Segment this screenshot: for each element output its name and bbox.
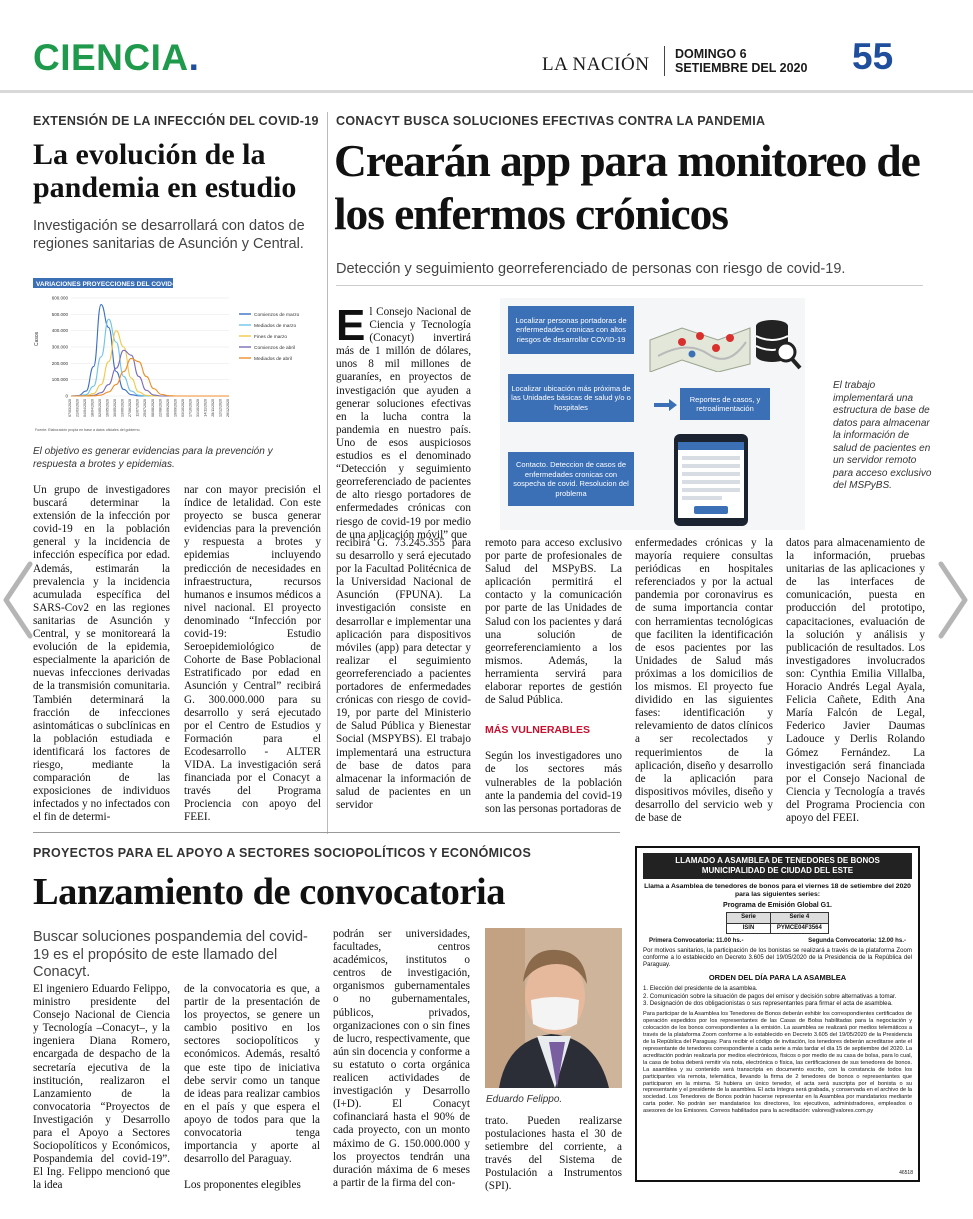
left-kicker: EXTENSIÓN DE LA INFECCIÓN DEL COVID-19	[33, 114, 319, 128]
chart-ytick-label: 500.000	[51, 311, 68, 317]
chart-xtick-label: 19/09/2020	[173, 399, 178, 417]
bottom-headline: Lanzamiento de convocatoria	[33, 871, 505, 913]
chart-title: VARIACIONES PROYECCIONES DEL COVID-19	[36, 281, 182, 288]
main-col-3: enfermedades crónicas y la mayoría requiere consultas periódicas en hospitales referenciados y por la actual pandemia por coronavirus es de suma importancia contar con herramientas tecnológicas que faciliten la identificación de esos pacientes por las Unidades de Salud más próximas a los domicilios de los mismos. El proyecto fue dividido en las siguientes fases: identificación y relevamiento de datos clínicos a ser recolectados y requerimientos de la aplicación, diseño y desarrollo de la aplicación para dispositivos móviles, diseño y desarrollo del servicio web y de base de	[635, 537, 773, 824]
main-kicker: CONACYT BUSCA SOLUCIONES EFECTIVAS CONTRA LA PANDEMIA	[336, 114, 766, 128]
chart-source: Fuente: Elaboración propia en base a datos oficiales del gobierno.	[35, 428, 141, 432]
left-col-2: nar con mayor precisión el índice de letalidad. Con este proyecto se busca generar evidencias para la prevención y respuesta a brotes y epidemias incluyendo predicción de necesidades en infraestructura, recursos humanos e insumos médicos a nivel nacional. El proyecto denominado “Infección por covid-19: Estudio Seroepidemiológico de Cohorte de Base Poblacional Estratificado por edad en Asunción y Central” recibirá G. 300.000.000 para su desarrollo y será ejecutado por el Centro de Estudios y Formación para el Ecodesarrollo - ALTER VIDA. La investigación será financiada por el Conacyt a través del Programa Prociencia con apoyo del FEEI.	[184, 484, 321, 824]
chart-xtick-label: 08/08/2020	[150, 399, 155, 417]
notice-item-1: 1. Elección del presidente de la asamblea.	[643, 985, 758, 993]
main-deck: Detección y seguimiento georreferenciado de personas con riesgo de covid-19.	[336, 261, 846, 277]
arrow-right-icon	[654, 398, 678, 412]
chart-legend-label: Mediados de marzo	[254, 323, 297, 329]
notice-calls: Primera Convocatoria: 11.00 hs.- Segunda Convocatoria: 12.00 hs.-	[649, 937, 906, 945]
chart-legend-label: Comienzos de marzo	[254, 312, 300, 318]
left-deck: Investigación se desarrollará con datos de regiones sanitarias de Asunción y Central.	[33, 218, 305, 252]
main-col-2: remoto para acceso exclusivo por parte de profesionales de Salud del MSPyBS. La aplicación permitirá el contacto y la comunicación por parte de las Unidades de Salud con los pacientes y dará una solución de georreferenciamiento a los mismos. Además, la herramienta servirá para elaborar reportes de gestión de Salud Pública. MÁS VULNERABLES Según los investigadores uno de los sectores más vulnerables de la población ante la pandemia del covid-19 son las personas portadoras de	[485, 537, 622, 815]
bottom-col-2: de la convocatoria es que, a partir de la presentación de los proyectos, se genere un cambio positivo en los sectores sociopolíticos y económicos. Además, resaltó que este tipo de iniciativa debe servir como un tanque de ideas para realizar cambios en el país y que espera el apoyo de todos para que la convocatoria tenga importancia y aporte al desarrollo del Paraguay. Los proponentes elegibles	[184, 983, 320, 1192]
chart-xtick-label: 03/10/2020	[180, 399, 185, 417]
phone-app-icon	[672, 432, 750, 528]
chart-svg	[33, 278, 323, 438]
chart-xtick-label: 07/03/2020	[68, 399, 72, 417]
chart-xtick-label: 26/12/2020	[226, 399, 230, 417]
section-rule	[33, 832, 620, 833]
notice-para2: Para participar de la Asamblea los Tenedores de Bonos deberán exhibir los correspondientes certificados de operación expedidos por los representantes de las Casas de Bolsa habilitadas para la negociación y colocación de los bonos correspondientes a la emisión. La asamblea se realizará por medios telemáticos a través de la plataforma Zoom conforme a lo establecido en Decreto 3.605 del 19/05/2020 de la Presidencia de la República del Paraguay. Para recibir el código de invitación, los tenedores deberán acreditarse ante el representante de tenedores correspondiente a cada serie a más tardar el día 15 de septiembre del 2020. La acreditación podrán realizarla por medios electrónicos, físicos o por medio de su casa de bolsa, para lo cual, la casa de bolsa deberá remitir vía nota, electrónica o física, las certificaciones de sus tenedores de bonos. La asamblea y su contenido será transcripta en documento escrito, con la constancia de todos los participantes vía remota, telemática, llevando la firma de 2 tenedores de bonos o representantes que participaron en la misma. Si hubiera un único tenedor, el acta será suscripta por el bonista o su representante y el presidente de la asamblea. El acta íntegra será grabada, y conservada en el archivo de la sociedad. Los Tenedores de Bonos podrán hacerse representar en la Asamblea por mandatarios mediante carta poder. No podrán ser mandatarios los directores, los ejecutivos, administradores, empleados o asesores de los Emisores. Correos habilitados para la acreditación: valores@valores.com.py	[643, 1011, 912, 1115]
chart-ytick-label: 400.000	[51, 328, 68, 334]
flow-box-reports: Reportes de casos, y retroalimentación	[680, 388, 770, 420]
bottom-kicker: PROYECTOS PARA EL APOYO A SECTORES SOCIOPOLÍTICOS Y ECONÓMICOS	[33, 846, 532, 860]
notice-code: 46518	[899, 1169, 913, 1176]
bottom-col-3: podrán ser universidades, facultades, centros académicos, institutos o centros de investigación, organismos gubernamentales o no gubernamentales, públicos, privados, organizaciones con o sin fines de lucro, respectivamente, que aún sin docencia y conforme a su estatuto o corta orgánica realicen actividades de investigación y Desarrollo (I+D). El Conacyt cofinanciará hasta el 90% de cada proyecto, con un monto máximo de G. 150.000.000 y los proyectos tendrán una duración máxima de 6 meses a partir de la firma del con-	[333, 928, 470, 1189]
left-col-1: Un grupo de investigadores buscará determinar la extensión de la infección por covid-19 en la población general y la incidencia de infección específica por edad. Además, estimarán la prevalencia y la incidencia acumulada específica del SARS-Cov2 en las regiones sanitarias de Asunción y Central, y se monitoreará la evolución de la epidemia, especialmente la aparición de nuevas infecciones derivadas de la transmisión comunitaria. También determinará la fracción de infecciones asintomáticas o subclínicas en la población estudiada e identificará los factores de riesgo, mediante la comparación de las exposiciones de individuos infectados y no infectados con el fin de determi-	[33, 484, 170, 824]
covid-projection-chart	[33, 278, 323, 438]
main-col-1-bottom: recibirá G. 73.245.355 para su desarrollo y será ejecutado por la Facultad Politécnica de la Universidad Nacional de Asunción (FPUNA). La investigación consiste en desarrollar e implementar una aplicación para dispositivos móviles (app) para detectar y realizar el seguimiento georreferenciado a pacientes portadores de enfermedades crónicas con riesgo de covid-19, por parte del Ministerio de Salud Pública y Bienestar Social (MSPYBS). El trabajo implementará una estructura de base de datos para almacenar la información de salud de pacientes en un servidor	[336, 537, 471, 811]
database-search-icon	[754, 318, 802, 370]
photo-eduardo-felippo	[485, 928, 622, 1088]
chevron-left-icon[interactable]	[0, 560, 34, 640]
bottom-col-4: trato. Pueden realizarse postulaciones hasta el 30 de setiembre del corriente, a través del Sistema de Postulación a Instrumentos (SPI).	[485, 1115, 622, 1193]
chart-xtick-label: 13/06/2020	[120, 399, 125, 417]
notice-para1: Por motivos sanitarios, la participación de los bonistas se realizará a través de la plataforma Zoom conforme a lo establecido en Decreto 3.605 del 19/05/2020 de la Presidencia de la República del Paraguay.	[643, 946, 912, 969]
main-deck-rule	[336, 285, 923, 286]
chart-ylabel: Casos	[34, 331, 40, 346]
notice-order-title: ORDEN DEL DÍA PARA LA ASAMBLEA	[708, 972, 847, 982]
chart-xtick-label: 16/05/2020	[105, 399, 110, 417]
chart-xtick-label: 17/10/2020	[188, 399, 193, 417]
chart-ytick-label: 100.000	[51, 377, 68, 383]
bond-assembly-notice	[635, 846, 920, 1182]
chart-xtick-label: 02/05/2020	[98, 399, 103, 417]
notice-title: LLAMADO A ASAMBLEA DE TENEDORES DE BONOS MUNICIPALIDAD DE CIUDAD DEL ESTE	[643, 853, 912, 879]
chart-ytick-label: 0	[65, 393, 68, 399]
main-headline: Crearán app para monitoreo de los enfermos crónicos	[334, 135, 920, 239]
header-rule	[0, 90, 973, 93]
flow-box-locate-patients: Localizar personas portadoras de enfermedades cronicas con altos riesgos de desarrollar COVID-19	[508, 306, 634, 354]
chart-xtick-label: 05/09/2020	[165, 399, 170, 417]
chart-caption: El objetivo es generar evidencias para la prevención y respuesta a brotes y epidemias.	[33, 446, 273, 470]
header-divider	[664, 46, 665, 76]
chart-lines	[71, 305, 229, 396]
chart-ytick-label: 600.000	[51, 295, 68, 301]
chart-series-line	[71, 350, 229, 396]
newspaper-name: LA NACIÓN	[542, 54, 650, 75]
chart-yticks	[52, 296, 229, 399]
chart-ytick-label: 300.000	[51, 344, 68, 350]
app-flow-diagram	[500, 298, 805, 530]
divider-left-main	[327, 112, 328, 834]
chart-xtick-label: 14/11/2020	[203, 399, 208, 417]
chart-xticks	[68, 399, 230, 417]
series-table: Serie Serie 4 ISIN PYMCE04F3564	[726, 912, 829, 934]
chart-xtick-label: 30/05/2020	[113, 399, 118, 417]
chart-legend-label: Fines de marzo	[254, 334, 288, 340]
chart-xtick-label: 12/12/2020	[218, 399, 223, 417]
page-number: 55	[852, 36, 894, 77]
chart-legend-label: Comienzos de abril	[254, 345, 296, 351]
notice-item-2: 2. Comunicación sobre la situación de pagos del emisor y decisión sobre alternativas a tomar.	[643, 992, 897, 1000]
chart-xtick-label: 22/08/2020	[158, 399, 163, 417]
chart-xtick-label: 25/07/2020	[143, 399, 148, 417]
drop-cap: E	[336, 301, 366, 350]
figure-caption: El trabajo implementará una estructura de base de datos para almacenar la información de salud de pacientes en un servidor remoto para acceso exclusivo del MSPyBS.	[833, 380, 932, 491]
main-col-4: datos para almacenamiento de la información, pruebas unitarias de las aplicaciones y de las interfaces de comunicación, puesta en producción del prototipo, capacitaciones, evaluación de la solución y análisis y publicación de resultados. Los investigadores involucrados son: Cynthia Emilia Villalba, Horacio Andrés Legal Ayala, Felicia Cañete, Edith Ana María Falcón de Legal, Federico Javier Daumas Ladouce y Derlis Rolando Gómez Fernández. La investigación será financiada por el Consejo Nacional de Ciencia y Tecnología a través del Programa Prociencia con apoyo del FEEI.	[786, 537, 925, 824]
bottom-col-1: El ingeniero Eduardo Felippo, ministro presidente del Consejo Nacional de Ciencia y Tecnología –Conacyt–, y la ingeniera Diana Romero, encargada de despacho de la secretaría ejecutiva de la institución, realizaron el Lanzamiento de la convocatoria “Proyectos de Investigación y Desarrollo para el Apoyo a Sectores Sociopolíticos y Económicos, Pospandemia del covid-19”. El Ing. Felippo mencionó que la idea	[33, 983, 170, 1192]
flow-box-locate-units: Localizar ubicación más próxima de las Unidades básicas de salud y/o o hospitales	[508, 374, 634, 422]
bottom-deck: Buscar soluciones pospandemia del covid-19 es el propósito de este llamado del Conacyt.	[33, 929, 308, 980]
subhead-mas-vulnerables: MÁS VULNERABLES	[485, 724, 591, 737]
chart-xtick-label: 31/10/2020	[195, 399, 200, 417]
chevron-right-icon[interactable]	[937, 560, 971, 640]
section-title: CIENCIA.	[33, 37, 200, 78]
notice-intro: Llama a Asamblea de tenedores de bonos para el viernes 18 de setiembre del 2020 para las siguientes series:	[644, 883, 911, 898]
photo-caption: Eduardo Felippo.	[486, 1094, 563, 1105]
header-date: DOMINGO 6 SETIEMBRE DEL 2020	[675, 47, 808, 75]
main-col-1-top: El Consejo Nacional de Ciencia y Tecnología (Conacyt) invertirá más de 1 millón de dólares, unos 8 mil millones de guaraníes, en proyectos de investigación que ayuden a generar soluciones efectivas en la lucha contra la pandemia en nuestro país. Uno de esos auspiciosos estudios es el denominado “Detección y seguimiento georreferenciado de pacientes de alto riesgo portadores de enfermedades crónicas con riesgo de covid-19 por medio de una aplicación móvil” que	[336, 301, 471, 541]
flow-box-contact: Contacto. Deteccion de casos de enfermedades cronicas con sospecha de covid. Resolucion del problema	[508, 452, 634, 506]
notice-item-3: 3. Designación de dos obligacionistas o sus representantes para firmar el acta de asamblea.	[643, 1000, 893, 1008]
portrait-illustration	[485, 928, 622, 1088]
left-headline: La evolución de la pandemia en estudio	[33, 138, 297, 204]
map-pin-icon	[648, 320, 752, 372]
chart-xtick-label: 18/04/2020	[90, 399, 95, 417]
chart-legend-label: Mediados de abril	[254, 356, 292, 362]
chart-xtick-label: 21/03/2020	[75, 399, 80, 417]
chart-xtick-label: 28/11/2020	[210, 399, 215, 417]
chart-legend	[239, 312, 300, 362]
notice-program: Programa de Emisión Global G1.	[723, 902, 832, 909]
chart-ytick-label: 200.000	[51, 360, 68, 366]
chart-xtick-label: 27/06/2020	[128, 399, 133, 417]
chart-xtick-label: 11/07/2020	[135, 399, 140, 417]
chart-xtick-label: 04/04/2020	[83, 399, 88, 417]
